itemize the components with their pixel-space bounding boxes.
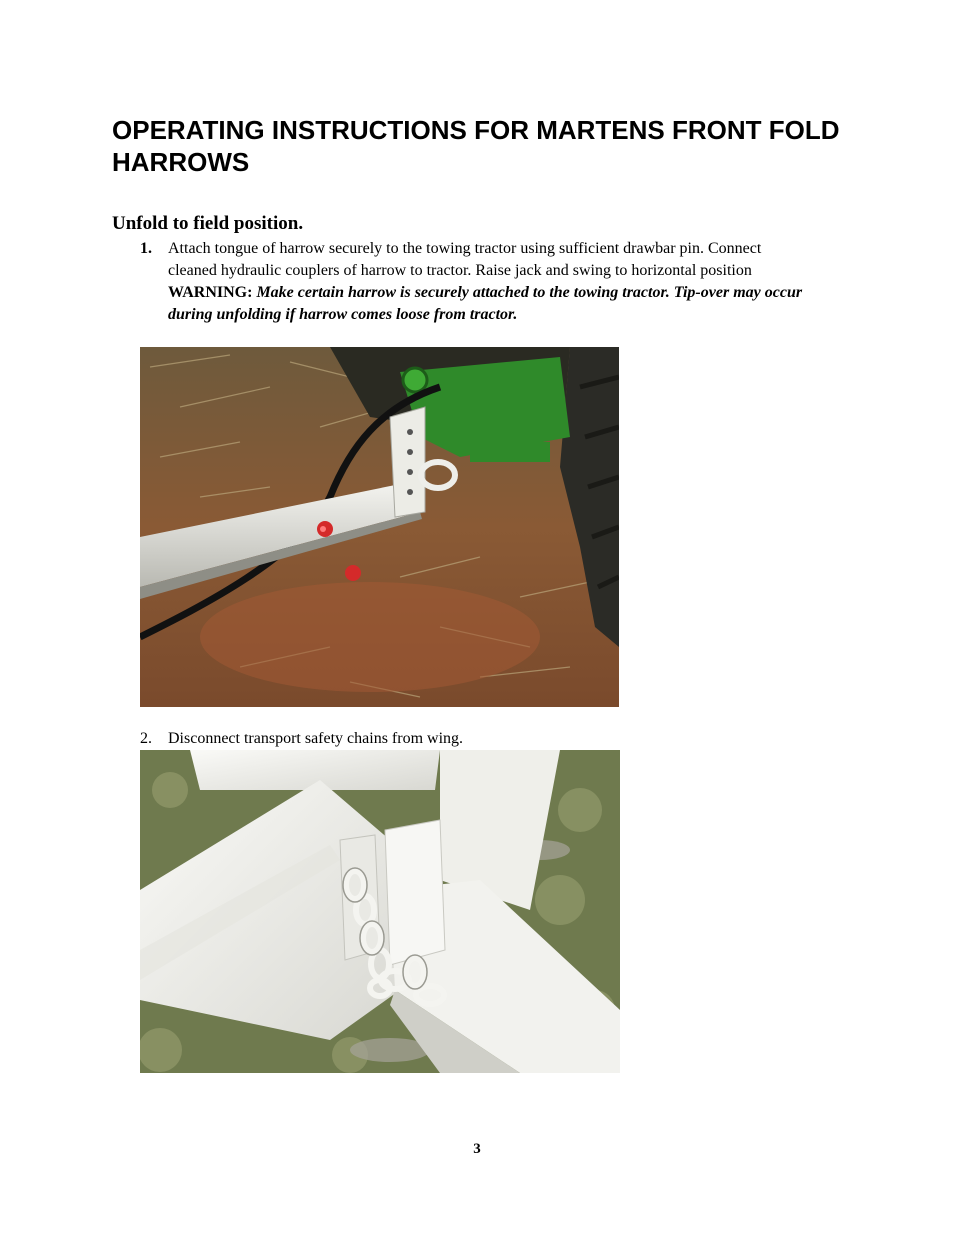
step-1	[140, 238, 820, 348]
warning-text: Make certain harrow is securely attached to the towing tractor. Tip-over may occur during unfolding if harrow comes loose from tractor.	[168, 284, 803, 323]
tractor-hitch-photo	[140, 347, 619, 707]
step-2-text: Disconnect transport safety chains from wing.	[168, 730, 464, 747]
step-1-text: Attach tongue of harrow securely to the towing tractor using sufficient drawbar pin. Connect cleaned hydraulic couplers of harrow to tractor. Raise jack and swing to horizontal position	[168, 240, 762, 279]
step-1-text-block	[168, 238, 808, 326]
warning-label: WARNING:	[168, 284, 253, 301]
page-number: 3	[473, 1141, 481, 1157]
step-2-number: 2.	[140, 730, 152, 747]
step-2	[140, 728, 820, 750]
page-title: OPERATING INSTRUCTIONS FOR MARTENS FRONT FOLD HARROWS	[112, 115, 840, 177]
step-1-number: 1.	[140, 240, 152, 257]
section-heading: Unfold to field position.	[112, 213, 304, 234]
safety-chain-photo	[140, 750, 620, 1073]
